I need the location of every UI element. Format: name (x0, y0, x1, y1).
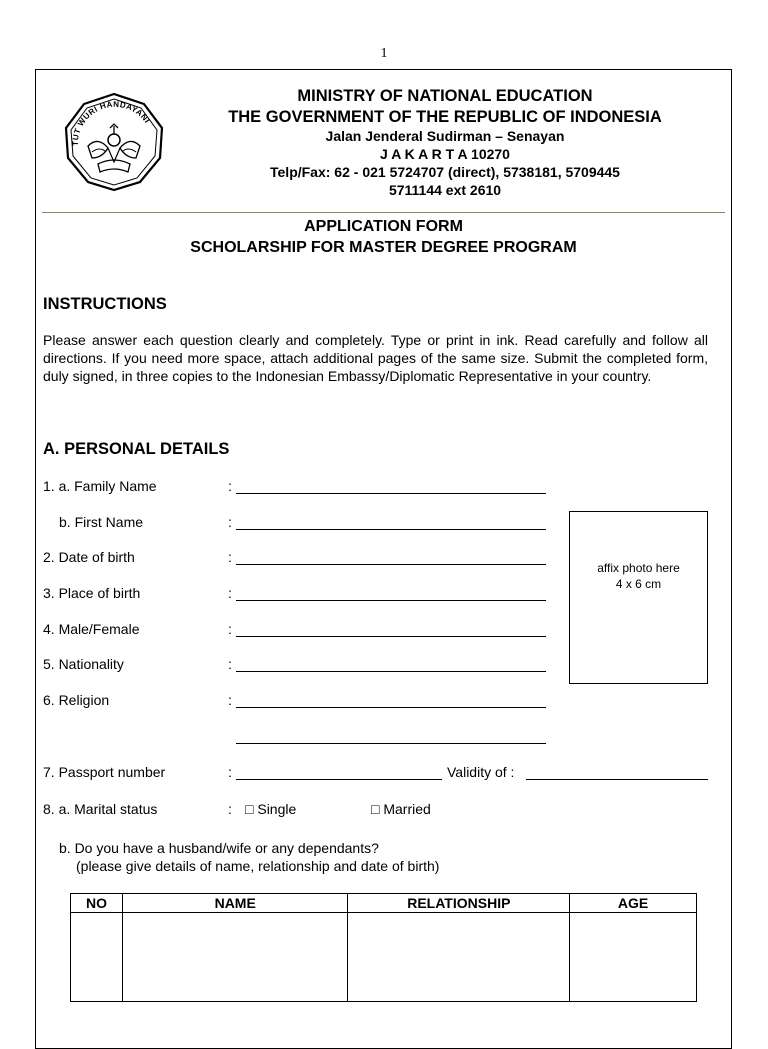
date-of-birth-colon: : (228, 549, 232, 565)
column-header-no: NO (71, 894, 123, 913)
nationality-colon: : (228, 656, 232, 672)
date-of-birth-label: 2. Date of birth (43, 549, 135, 565)
page-number: 1 (380, 46, 388, 61)
nationality-label: 5. Nationality (43, 656, 124, 672)
validity-label: Validity of : (447, 764, 515, 780)
first-name-label: b. First Name (59, 514, 144, 530)
family-name-colon: : (228, 478, 232, 494)
passport-number-input[interactable] (236, 765, 442, 780)
place-of-birth-input[interactable] (236, 586, 546, 601)
cell-name[interactable] (122, 913, 348, 1002)
photo-size: 4 x 6 cm (615, 577, 662, 591)
instructions-heading: INSTRUCTIONS (43, 295, 167, 313)
single-option[interactable] (245, 801, 296, 817)
family-name-label: 1. a. Family Name (43, 478, 157, 494)
form-subtitle: SCHOLARSHIP FOR MASTER DEGREE PROGRAM (190, 239, 577, 256)
column-header-relationship: RELATIONSHIP (348, 894, 570, 913)
photo-box (569, 511, 708, 684)
single-checkbox[interactable]: □ (245, 801, 254, 817)
religion-input[interactable] (236, 693, 546, 708)
ministry-name: MINISTRY OF NATIONAL EDUCATION (297, 87, 593, 105)
address-street: Jalan Jenderal Sudirman – Senayan (325, 128, 565, 144)
telephone-ext: 5711144 ext 2610 (388, 182, 502, 198)
instructions-text: Please answer each question clearly and completely. Type or print in ink. Read carefully and follow all directions. If you need more space, attach additional pages of the same size. Submit the completed form, duly signed, in three copies to the Indonesian Embassy/Diplomatic Representative in your country. (43, 332, 708, 384)
date-of-birth-input[interactable] (236, 550, 546, 565)
married-checkbox[interactable]: □ (371, 801, 380, 817)
passport-number-colon: : (228, 764, 232, 780)
passport-number-label: 7. Passport number (43, 764, 166, 780)
place-of-birth-label: 3. Place of birth (43, 585, 141, 601)
religion-colon: : (228, 692, 232, 708)
religion-label: 6. Religion (43, 692, 110, 708)
validity-input[interactable] (526, 765, 708, 780)
form-title: APPLICATION FORM (304, 218, 463, 235)
photo-instruction: affix photo here (597, 561, 680, 575)
nationality-input[interactable] (236, 657, 546, 672)
first-name-input[interactable] (236, 515, 546, 530)
telephone-fax: Telp/Fax: 62 - 021 5724707 (direct), 5738181, 5709445 (270, 164, 620, 180)
column-header-age: AGE (570, 894, 697, 913)
family-name-input[interactable] (236, 479, 546, 494)
gender-input[interactable] (236, 622, 546, 637)
extra-input-line[interactable] (236, 729, 546, 744)
single-label: Single (257, 801, 297, 817)
first-name-colon: : (228, 514, 232, 530)
header-divider (42, 212, 725, 213)
government-name: THE GOVERNMENT OF THE REPUBLIC OF INDONESIA (228, 108, 662, 126)
personal-details-heading: A. PERSONAL DETAILS (43, 440, 230, 458)
married-label: Married (383, 801, 431, 817)
place-of-birth-colon: : (228, 585, 232, 601)
cell-relationship[interactable] (348, 913, 570, 1002)
column-header-name: NAME (122, 894, 348, 913)
gender-label: 4. Male/Female (43, 621, 140, 637)
marital-status-colon: : (228, 801, 232, 817)
table-row (71, 913, 697, 1002)
seal-motto: TUT WURI HANDAYANI (70, 99, 152, 147)
married-option[interactable] (371, 801, 431, 817)
dependants-note: (please give details of name, relationship and date of birth) (76, 858, 440, 874)
dependants-question: b. Do you have a husband/wife or any dependants? (59, 840, 379, 856)
marital-status-label: 8. a. Marital status (43, 801, 158, 817)
dependants-table (70, 893, 697, 1002)
gender-colon: : (228, 621, 232, 637)
cell-no[interactable] (71, 913, 123, 1002)
address-city: J A K A R T A 10270 (380, 146, 510, 162)
table-header-row (71, 894, 697, 913)
cell-age[interactable] (570, 913, 697, 1002)
